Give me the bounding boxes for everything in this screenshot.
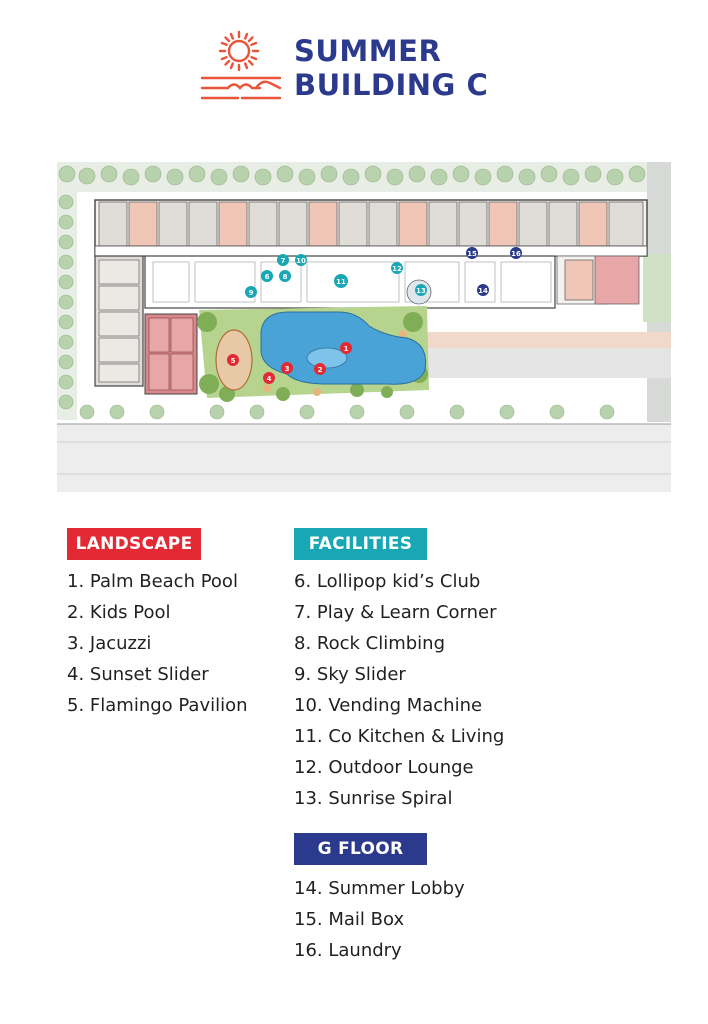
list-item: 5. Flamingo Pavilion [67,695,248,716]
facilities-heading: FACILITIES [294,528,427,560]
svg-text:3: 3 [284,365,290,373]
list-item: 12. Outdoor Lounge [294,757,474,778]
gfloor-list [294,873,465,966]
list-item: 11. Co Kitchen & Living [294,726,505,747]
svg-text:12: 12 [392,265,402,273]
svg-text:6: 6 [264,273,270,281]
marker-5 [227,354,239,366]
list-item: 3. Jacuzzi [67,633,152,654]
marker-3 [281,362,293,374]
list-item: 6. Lollipop kid’s Club [294,571,481,592]
title-line-1: SUMMER [294,34,442,68]
list-item: 4. Sunset Slider [67,664,209,685]
svg-text:14: 14 [478,287,488,295]
list-item: 1. Palm Beach Pool [67,571,238,592]
list-item: 2. Kids Pool [67,602,171,623]
site-plan [57,162,671,492]
svg-text:5: 5 [230,357,236,365]
marker-6 [261,270,273,282]
list-item: 13. Sunrise Spiral [294,788,453,809]
list-item: 7. Play & Learn Corner [294,602,497,623]
list-item: 14. Summer Lobby [294,878,465,899]
svg-text:16: 16 [511,250,521,258]
svg-text:2: 2 [317,366,323,374]
list-item: 10. Vending Machine [294,695,483,716]
landscape-heading: LANDSCAPE [67,528,201,560]
svg-text:4: 4 [266,375,272,383]
list-item: 9. Sky Slider [294,664,406,685]
svg-text:7: 7 [280,257,286,265]
title-line-2: BUILDING C [294,68,489,102]
gfloor-heading: G FLOOR [294,833,427,865]
marker-12 [391,262,403,274]
marker-8 [279,270,291,282]
marker-2 [314,363,326,375]
landscape-list [67,566,248,721]
list-item: 15. Mail Box [294,909,405,930]
marker-15 [466,247,478,259]
marker-11 [334,274,348,288]
marker-10 [295,254,307,266]
svg-text:10: 10 [296,257,306,265]
facilities-list [294,566,504,814]
marker-9 [245,286,257,298]
marker-14 [477,284,489,296]
svg-text:13: 13 [416,287,426,295]
svg-text:15: 15 [467,250,477,258]
page-title [294,34,488,102]
marker-1 [340,342,352,354]
marker-16 [510,247,522,259]
list-item: 8. Rock Climbing [294,633,446,654]
svg-text:9: 9 [248,289,254,297]
sun-waves-logo-icon [198,30,284,108]
marker-4 [263,372,275,384]
svg-text:1: 1 [343,345,349,353]
list-item: 16. Laundry [294,940,402,961]
marker-13 [415,284,427,296]
svg-text:8: 8 [282,273,288,281]
svg-text:11: 11 [336,278,346,286]
marker-7 [277,254,289,266]
